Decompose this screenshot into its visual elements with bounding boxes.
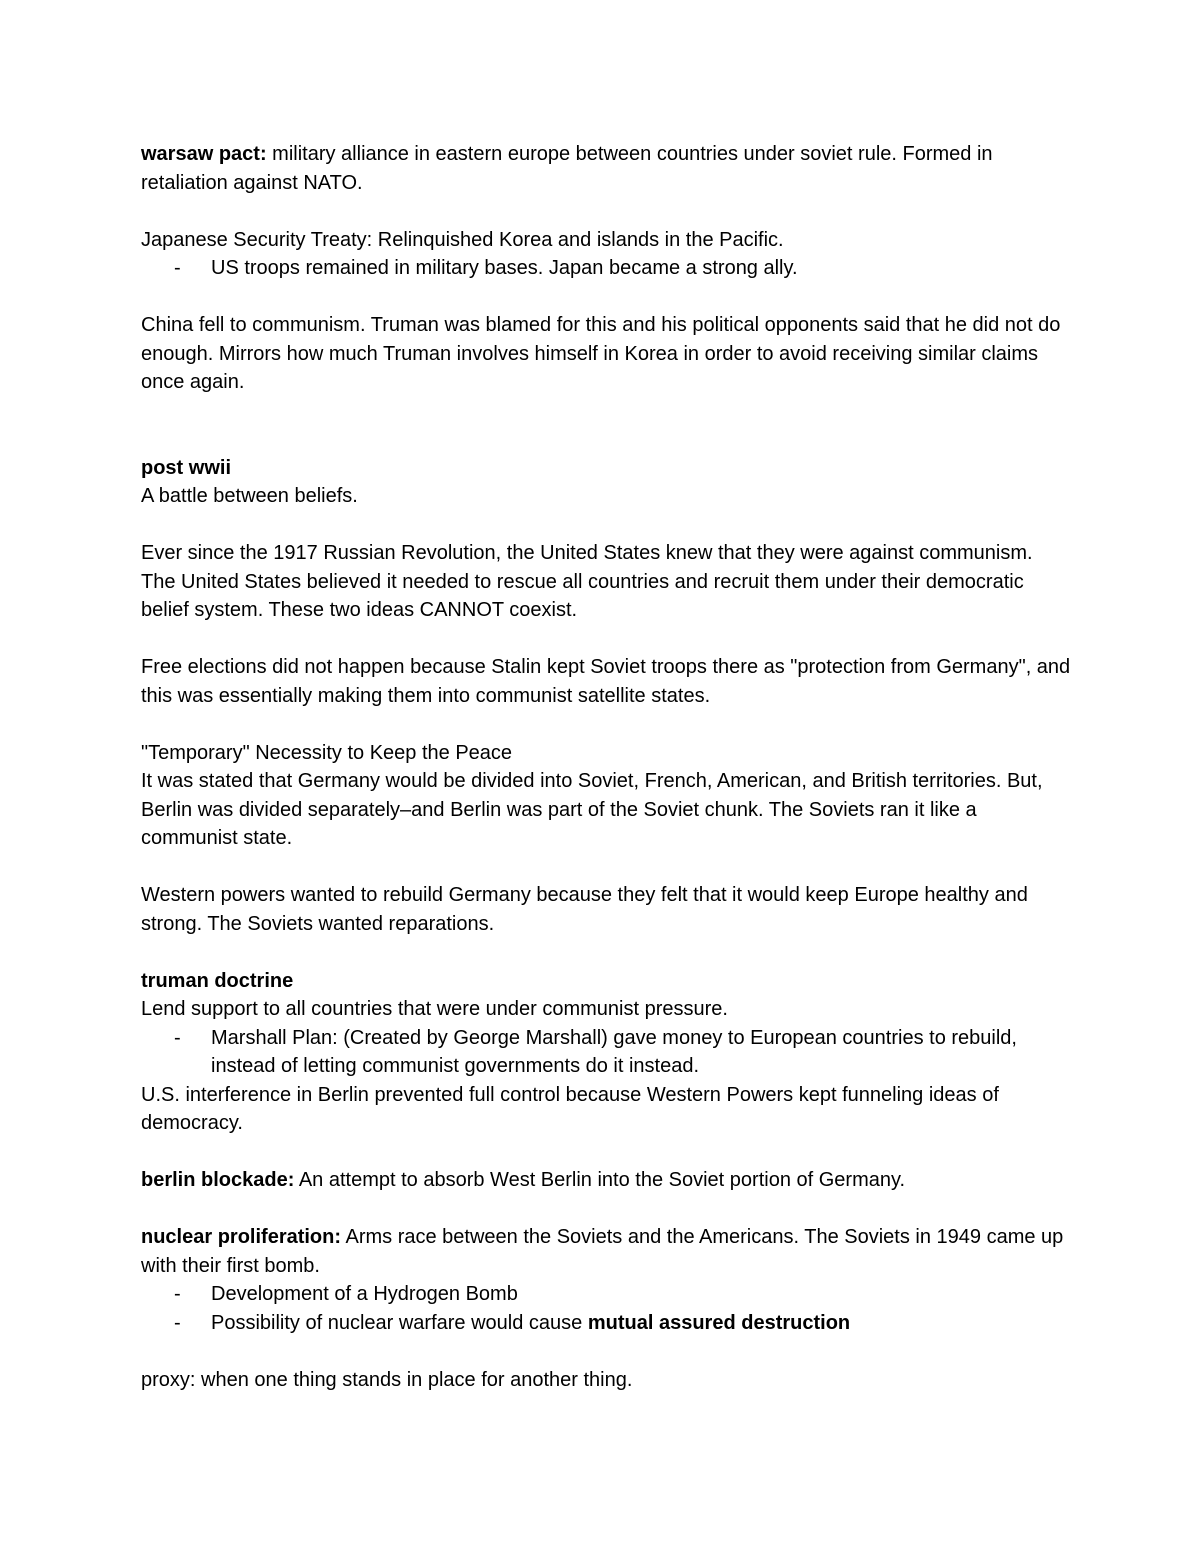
nuclear-proliferation-term: nuclear proliferation: bbox=[141, 1226, 342, 1248]
spacer bbox=[141, 1337, 1071, 1366]
mutual-assured-destruction-term: mutual assured destruction bbox=[587, 1311, 851, 1334]
proxy-paragraph: proxy: when one thing stands in place for another thing. bbox=[141, 1368, 633, 1391]
warsaw-pact-term: warsaw pact: bbox=[141, 143, 267, 165]
berlin-blockade-term: berlin blockade: bbox=[141, 1169, 295, 1191]
spacer bbox=[141, 710, 1071, 739]
bullet-text: Possibility of nuclear warfare would cause bbox=[211, 1311, 588, 1334]
berlin-blockade-paragraph bbox=[141, 1166, 1071, 1195]
post-wwii-paragraph-3: It was stated that Germany would be divided into Soviet, French, American, and British territories. But, Berlin was divided separately–and Berlin was part of the Soviet chunk. The Soviets ran it like a communist state. bbox=[141, 770, 1043, 849]
bullet-dash: - bbox=[174, 1311, 181, 1334]
post-wwii-paragraph-4: Western powers wanted to rebuild Germany because they felt that it would keep Europe healthy and strong. The Soviets wanted reparations. bbox=[141, 884, 1028, 935]
warsaw-pact-definition: military alliance in eastern europe between countries under soviet rule. Formed in retaliation against NATO. bbox=[141, 143, 993, 194]
berlin-blockade-definition: An attempt to absorb West Berlin into the Soviet portion of Germany. bbox=[294, 1169, 906, 1191]
japan-treaty-paragraph: Japanese Security Treaty: Relinquished Korea and islands in the Pacific. bbox=[141, 228, 784, 251]
spacer bbox=[141, 511, 1071, 540]
spacer bbox=[141, 283, 1071, 312]
nuclear-proliferation-definition: Arms race between the Soviets and the Americans. The Soviets in 1949 came up with their first bomb. bbox=[141, 1226, 1064, 1277]
spacer bbox=[141, 1195, 1071, 1224]
document-body bbox=[141, 140, 1071, 1394]
bullet-text: Development of a Hydrogen Bomb bbox=[211, 1283, 518, 1305]
truman-doctrine-intro: Lend support to all countries that were under communist pressure. bbox=[141, 998, 728, 1020]
truman-doctrine-heading: truman doctrine bbox=[141, 969, 294, 992]
spacer bbox=[141, 1138, 1071, 1167]
post-wwii-paragraph-2: Free elections did not happen because Stalin kept Soviet troops there as "protection from Germany", and this was essentially making them into communist satellite states. bbox=[141, 656, 1071, 707]
warsaw-pact-paragraph bbox=[141, 140, 1071, 197]
china-paragraph: China fell to communism. Truman was blamed for this and his political opponents said that he did not do enough. Mirrors how much Truman involves himself in Korea in order to avoid receiving similar claims once again. bbox=[141, 314, 1061, 393]
bullet-text: US troops remained in military bases. Japan became a strong ally. bbox=[211, 257, 798, 279]
bullet-item bbox=[141, 1280, 1071, 1309]
spacer bbox=[141, 197, 1071, 226]
truman-doctrine-after: U.S. interference in Berlin prevented full control because Western Powers kept funneling ideas of democracy. bbox=[141, 1083, 999, 1134]
spacer bbox=[141, 397, 1071, 454]
temporary-necessity-title: "Temporary" Necessity to Keep the Peace bbox=[141, 741, 513, 764]
post-wwii-paragraph-1: Ever since the 1917 Russian Revolution, the United States knew that they were against communism. The United States believed it needed to rescue all countries and recruit them under their democratic belief system. These two ideas CANNOT coexist. bbox=[141, 542, 1033, 621]
post-wwii-heading: post wwii bbox=[141, 456, 231, 479]
bullet-dash: - bbox=[174, 1283, 181, 1305]
bullet-dash: - bbox=[174, 257, 181, 279]
spacer bbox=[141, 938, 1071, 967]
spacer bbox=[141, 853, 1071, 882]
bullet-dash: - bbox=[174, 1026, 181, 1049]
nuclear-proliferation-paragraph bbox=[141, 1223, 1071, 1280]
bullet-item bbox=[141, 254, 1071, 283]
spacer bbox=[141, 625, 1071, 654]
post-wwii-intro: A battle between beliefs. bbox=[141, 485, 358, 507]
bullet-item bbox=[141, 1309, 1071, 1338]
bullet-item bbox=[141, 1024, 1071, 1081]
bullet-text: Marshall Plan: (Created by George Marshall) gave money to European countries to rebuild, instead of letting communist governments do it instead. bbox=[211, 1026, 1017, 1077]
